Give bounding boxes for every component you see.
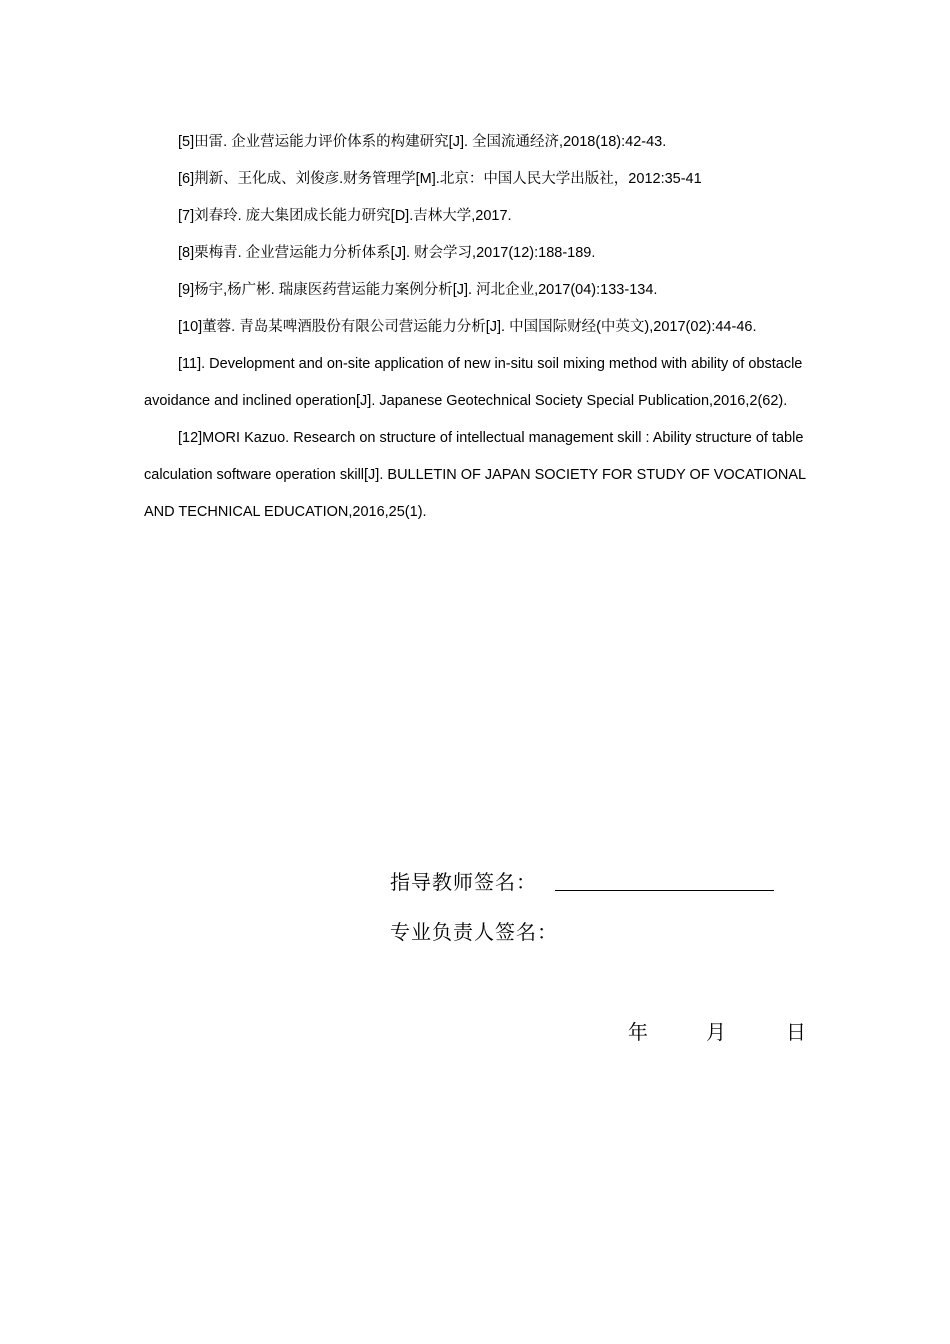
reference-item-9: [9]杨宇,杨广彬. 瑞康医药营运能力案例分析[J]. 河北企业,2017(04):133-134. <box>178 282 658 298</box>
teacher-signature-line <box>555 890 774 891</box>
reference-item-12: [12]MORI Kazuo. Research on structure of intellectual management skill : Ability structure of table calculation software operation skill[J]. BULLETIN OF JAPAN SOCIETY FOR STUDY OF VOCATIONAL AND TECHNICAL EDUCATION,2016,25(1). <box>144 430 806 520</box>
reference-item-11: [11]. Development and on-site application of new in-situ soil mixing method with ability of obstacle avoidance and inclined operation[J]. Japanese Geotechnical Society Special Publication,2016,2(62). <box>144 356 803 409</box>
date-day-label: 日 <box>786 1022 806 1044</box>
reference-item-10: [10]董蓉. 青岛某啤酒股份有限公司营运能力分析[J]. 中国国际财经(中英文),2017(02):44-46. <box>178 319 757 335</box>
reference-item-6: [6]荆新、王化成、刘俊彦.财务管理学[M].北京：中国人民大学出版社，2012:35-41 <box>178 171 702 187</box>
date-month-label: 月 <box>706 1022 726 1044</box>
reference-item-8: [8]栗梅青. 企业营运能力分析体系[J]. 财会学习,2017(12):188-189. <box>178 245 596 261</box>
reference-item-7: [7]刘春玲. 庞大集团成长能力研究[D].吉林大学,2017. <box>178 208 512 224</box>
reference-item-5: [5]田雷. 企业营运能力评价体系的构建研究[J]. 全国流通经济,2018(18):42-43. <box>178 134 667 150</box>
date-year-label: 年 <box>628 1022 648 1044</box>
department-head-signature-label: 专业负责人签名： <box>390 922 558 944</box>
teacher-signature-label: 指导教师签名： <box>390 872 537 894</box>
reference-list <box>144 124 810 531</box>
